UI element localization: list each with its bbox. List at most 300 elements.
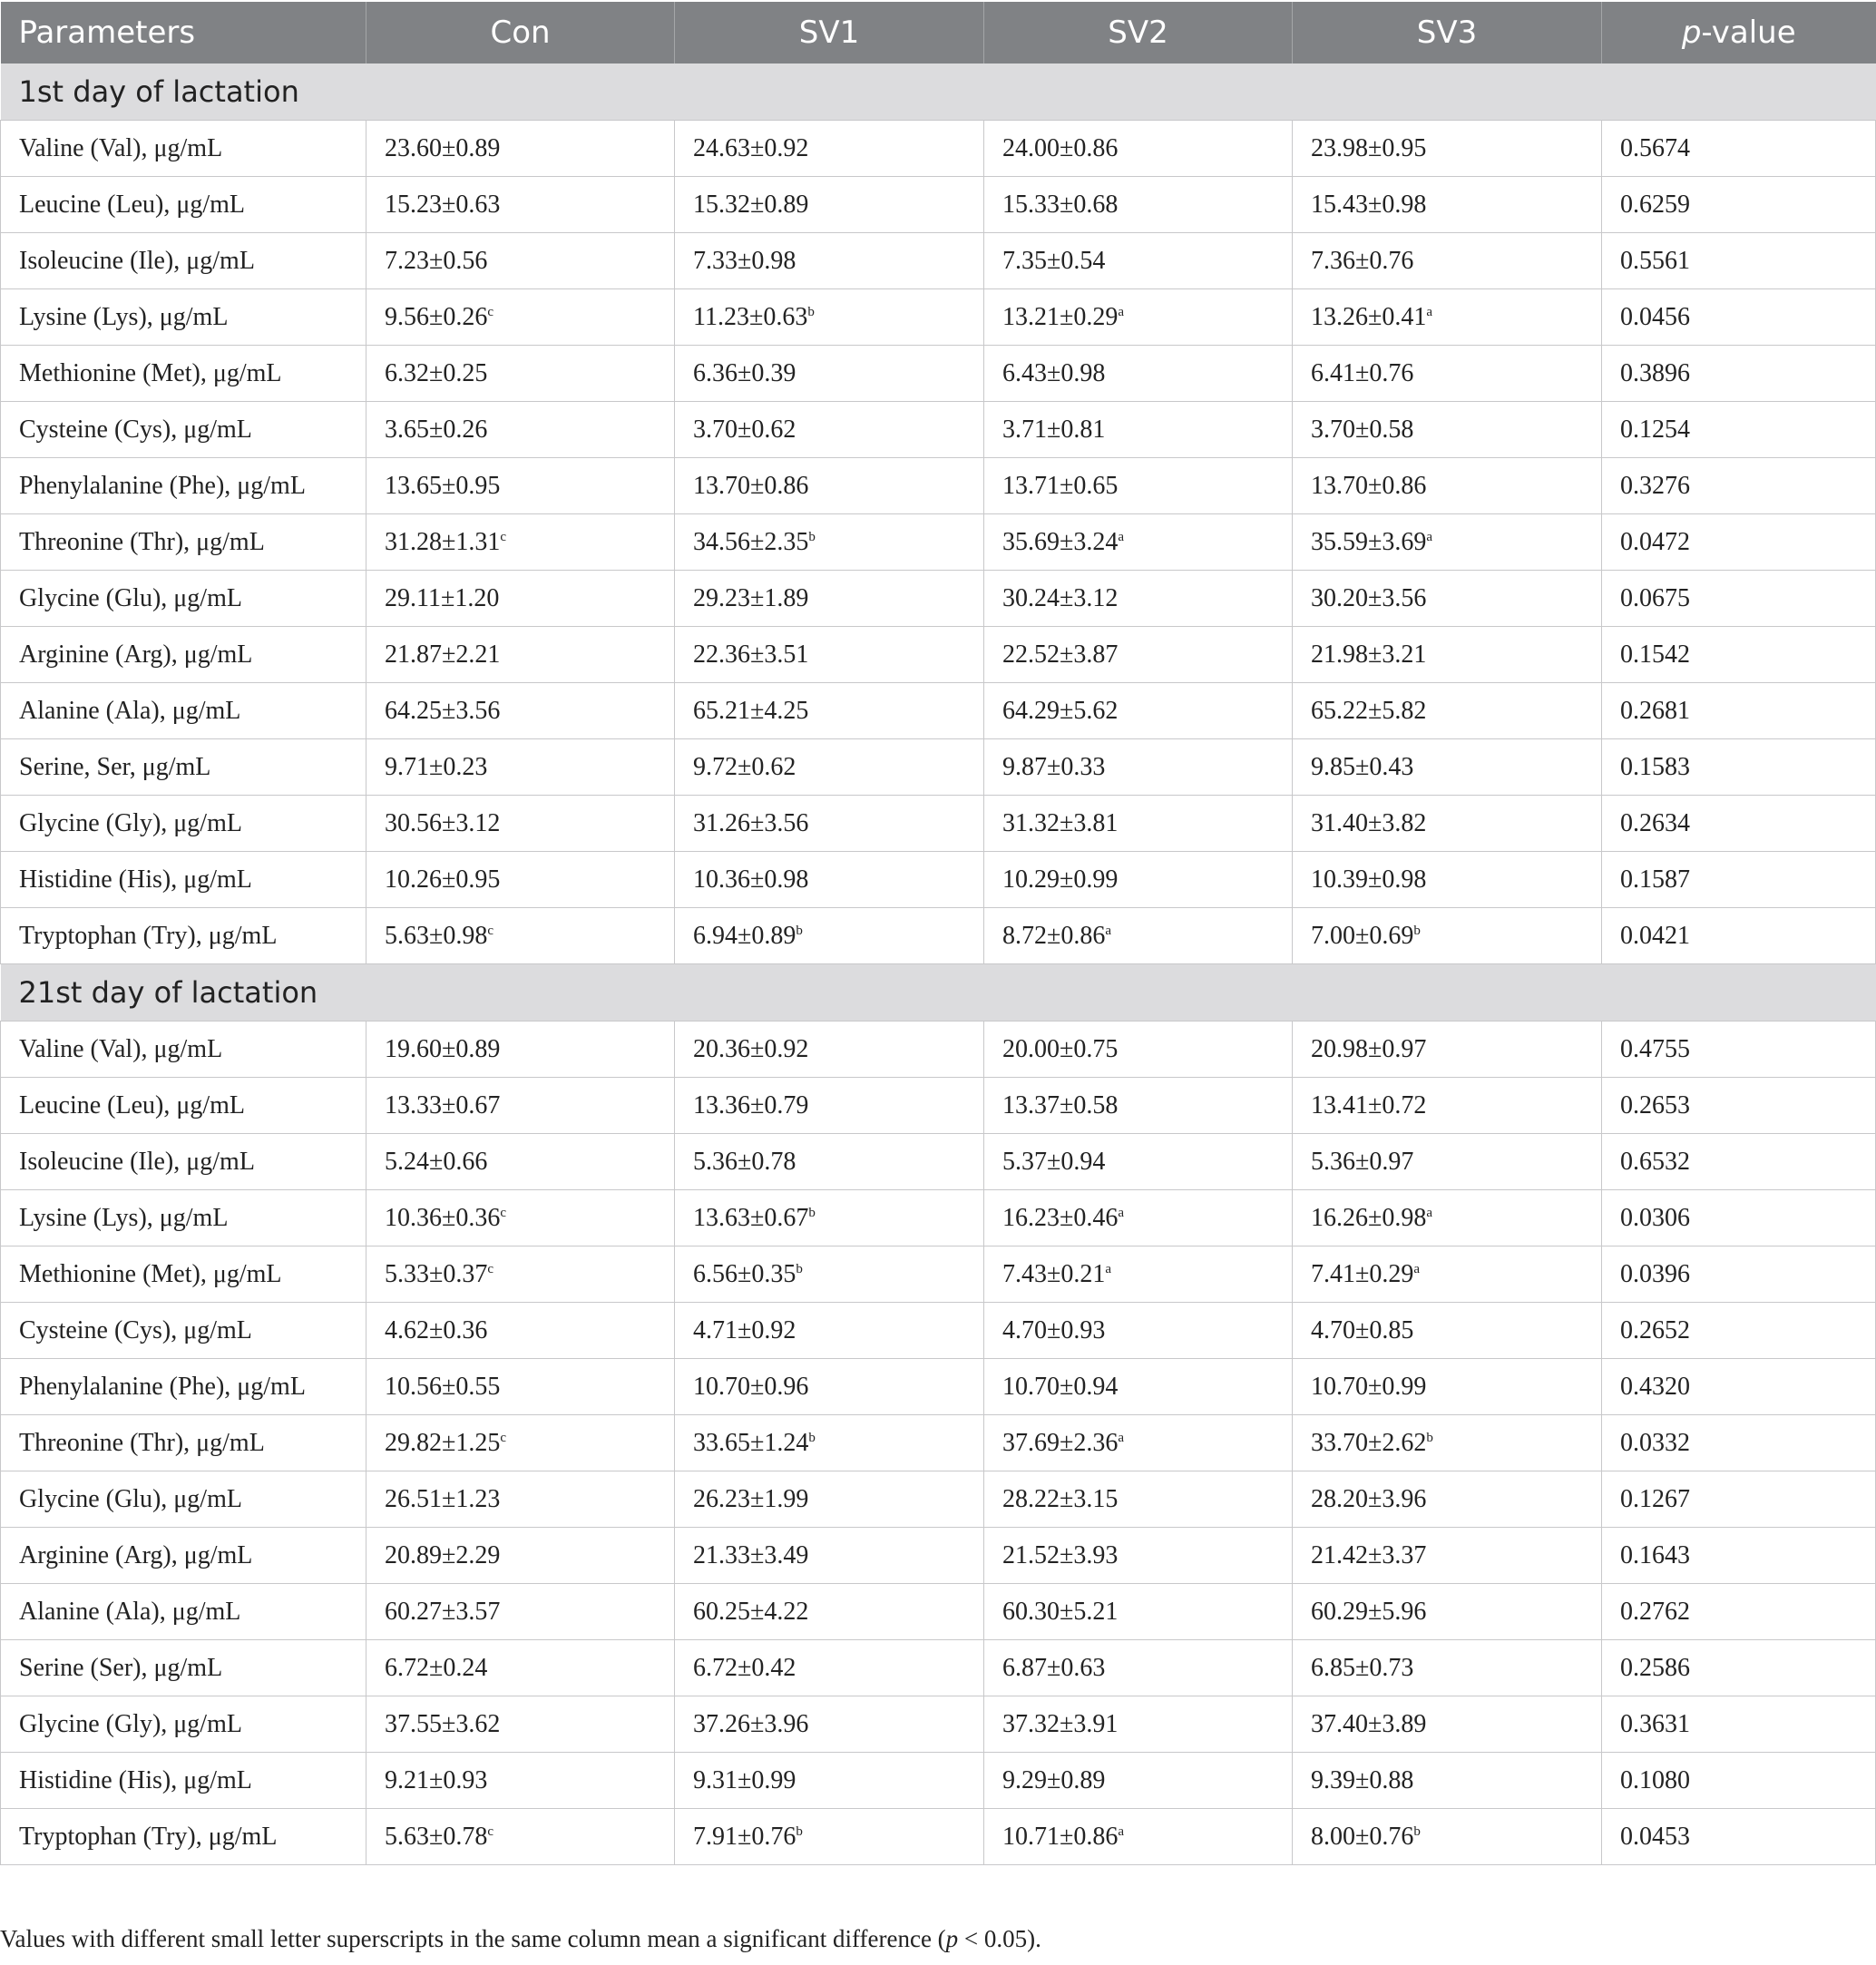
parameter-cell: Alanine (Ala), μg/mL [1, 683, 366, 739]
significance-superscript: c [500, 1430, 507, 1445]
significance-superscript: a [1118, 304, 1125, 319]
parameter-cell: Valine (Val), μg/mL [1, 121, 366, 177]
value-cell [675, 1640, 984, 1696]
p-value-cell: 0.3896 [1602, 346, 1876, 402]
p-value-cell: 0.2652 [1602, 1303, 1876, 1359]
table-row [1, 346, 1876, 402]
p-value-cell: 0.0456 [1602, 289, 1876, 346]
value-text: 16.26±0.98 [1311, 1203, 1427, 1232]
parameter-cell: Lysine (Lys), μg/mL [1, 1190, 366, 1246]
value-cell [984, 739, 1293, 796]
value-cell [984, 514, 1293, 571]
value-cell [675, 739, 984, 796]
value-cell [366, 796, 675, 852]
value-text: 21.42±3.37 [1311, 1540, 1427, 1569]
value-text: 6.72±0.42 [693, 1653, 796, 1682]
value-text: 9.71±0.23 [385, 752, 488, 781]
value-text: 21.87±2.21 [385, 640, 501, 669]
value-cell [1293, 177, 1602, 233]
value-cell [984, 1584, 1293, 1640]
value-text: 13.71±0.65 [1002, 471, 1119, 500]
table-row [1, 1415, 1876, 1471]
value-text: 28.20±3.96 [1311, 1484, 1427, 1513]
parameter-cell: Threonine (Thr), μg/mL [1, 1415, 366, 1471]
value-text: 9.21±0.93 [385, 1765, 488, 1794]
value-cell [675, 121, 984, 177]
value-text: 4.62±0.36 [385, 1315, 488, 1344]
value-cell [1293, 1528, 1602, 1584]
parameter-cell: Tryptophan (Try), μg/mL [1, 1809, 366, 1865]
significance-superscript: b [1413, 1823, 1421, 1839]
parameter-cell: Glycine (Gly), μg/mL [1, 796, 366, 852]
value-text: 31.28±1.31 [385, 527, 501, 556]
value-cell [675, 1753, 984, 1809]
significance-superscript: a [1105, 1261, 1112, 1276]
significance-superscript: c [500, 529, 507, 544]
value-cell [1293, 1471, 1602, 1528]
value-cell [984, 346, 1293, 402]
value-text: 10.26±0.95 [385, 865, 501, 894]
value-text: 10.71±0.86 [1002, 1822, 1119, 1851]
p-value-cell: 0.6259 [1602, 177, 1876, 233]
value-cell [984, 683, 1293, 739]
table-row [1, 1696, 1876, 1753]
parameter-cell: Valine (Val), μg/mL [1, 1022, 366, 1078]
p-value-cell: 0.2681 [1602, 683, 1876, 739]
value-text: 60.29±5.96 [1311, 1597, 1427, 1626]
value-cell [366, 1359, 675, 1415]
value-text: 60.25±4.22 [693, 1597, 809, 1626]
significance-superscript: b [796, 1823, 803, 1839]
significance-superscript: b [808, 1430, 816, 1445]
value-text: 35.59±3.69 [1311, 527, 1427, 556]
parameter-cell: Histidine (His), μg/mL [1, 852, 366, 908]
value-cell [1293, 1809, 1602, 1865]
value-cell [366, 683, 675, 739]
value-cell [984, 1696, 1293, 1753]
significance-superscript: a [1118, 1430, 1125, 1445]
value-cell [1293, 514, 1602, 571]
parameter-cell: Serine, Ser, μg/mL [1, 739, 366, 796]
value-text: 13.26±0.41 [1311, 302, 1427, 331]
value-text: 6.43±0.98 [1002, 358, 1106, 387]
value-text: 5.33±0.37 [385, 1259, 488, 1288]
significance-superscript: c [487, 923, 494, 938]
value-text: 29.11±1.20 [385, 583, 500, 612]
value-text: 37.26±3.96 [693, 1709, 809, 1738]
parameter-cell: Cysteine (Cys), μg/mL [1, 402, 366, 458]
value-text: 6.72±0.24 [385, 1653, 488, 1682]
value-text: 13.65±0.95 [385, 471, 501, 500]
value-cell [1293, 683, 1602, 739]
p-value-cell: 0.0472 [1602, 514, 1876, 571]
table-row [1, 1190, 1876, 1246]
significance-superscript: a [1105, 923, 1112, 938]
value-cell [1293, 1640, 1602, 1696]
value-text: 35.69±3.24 [1002, 527, 1119, 556]
value-cell [1293, 346, 1602, 402]
table-row [1, 1640, 1876, 1696]
header-sv1: SV1 [675, 2, 984, 64]
value-cell [984, 177, 1293, 233]
value-text: 10.39±0.98 [1311, 865, 1427, 894]
significance-superscript: b [808, 529, 816, 544]
significance-superscript: c [500, 1205, 507, 1220]
header-sv3: SV3 [1293, 2, 1602, 64]
value-cell [675, 1415, 984, 1471]
value-text: 3.70±0.62 [693, 415, 796, 444]
value-text: 60.27±3.57 [385, 1597, 501, 1626]
value-cell [1293, 1303, 1602, 1359]
value-cell [1293, 1246, 1602, 1303]
value-text: 9.56±0.26 [385, 302, 488, 331]
significance-superscript: b [796, 1261, 803, 1276]
parameter-cell: Tryptophan (Try), μg/mL [1, 908, 366, 964]
significance-superscript: a [1118, 1205, 1125, 1220]
section-row [1, 64, 1876, 121]
value-text: 5.37±0.94 [1002, 1147, 1106, 1176]
value-text: 10.70±0.99 [1311, 1372, 1427, 1401]
p-value-cell: 0.3276 [1602, 458, 1876, 514]
p-value-cell: 0.0306 [1602, 1190, 1876, 1246]
table-row [1, 177, 1876, 233]
value-text: 8.72±0.86 [1002, 921, 1106, 950]
parameter-cell: Methionine (Met), μg/mL [1, 346, 366, 402]
value-cell [984, 1303, 1293, 1359]
value-text: 20.89±2.29 [385, 1540, 501, 1569]
value-cell [984, 908, 1293, 964]
value-text: 4.71±0.92 [693, 1315, 796, 1344]
significance-superscript: c [487, 1823, 494, 1839]
table-row [1, 1359, 1876, 1415]
value-cell [1293, 1696, 1602, 1753]
value-cell [366, 1078, 675, 1134]
value-text: 22.36±3.51 [693, 640, 809, 669]
table-footnote [0, 1925, 1041, 1953]
value-cell [366, 233, 675, 289]
value-text: 6.32±0.25 [385, 358, 488, 387]
p-value-cell: 0.1267 [1602, 1471, 1876, 1528]
value-cell [675, 1809, 984, 1865]
value-cell [1293, 458, 1602, 514]
p-value-cell: 0.0332 [1602, 1415, 1876, 1471]
value-text: 20.98±0.97 [1311, 1034, 1427, 1063]
value-text: 13.37±0.58 [1002, 1090, 1119, 1119]
value-text: 37.69±2.36 [1002, 1428, 1119, 1457]
section-title: 21st day of lactation [1, 964, 1876, 1022]
table-row [1, 1528, 1876, 1584]
p-value-cell: 0.4320 [1602, 1359, 1876, 1415]
value-cell [366, 1753, 675, 1809]
footnote-p: p [945, 1925, 959, 1952]
value-text: 11.23±0.63 [693, 302, 808, 331]
value-text: 20.00±0.75 [1002, 1034, 1119, 1063]
value-cell [984, 852, 1293, 908]
value-text: 29.82±1.25 [385, 1428, 501, 1457]
value-cell [984, 1134, 1293, 1190]
p-value-cell: 0.2634 [1602, 796, 1876, 852]
significance-superscript: c [487, 1261, 494, 1276]
value-cell [675, 458, 984, 514]
value-cell [366, 908, 675, 964]
p-value-cell: 0.1587 [1602, 852, 1876, 908]
value-text: 6.87±0.63 [1002, 1653, 1106, 1682]
value-text: 4.70±0.93 [1002, 1315, 1106, 1344]
value-text: 10.56±0.55 [385, 1372, 501, 1401]
value-text: 21.52±3.93 [1002, 1540, 1119, 1569]
parameter-cell: Glycine (Glu), μg/mL [1, 571, 366, 627]
value-text: 21.98±3.21 [1311, 640, 1427, 669]
value-text: 6.41±0.76 [1311, 358, 1414, 387]
value-text: 3.65±0.26 [385, 415, 488, 444]
value-cell [984, 1528, 1293, 1584]
value-text: 13.21±0.29 [1002, 302, 1119, 331]
value-cell [984, 1471, 1293, 1528]
significance-superscript: a [1118, 529, 1125, 544]
value-cell [366, 1584, 675, 1640]
footnote-text-before: Values with different small letter superscripts in the same column mean a significant difference ( [0, 1925, 946, 1952]
value-cell [984, 1246, 1293, 1303]
value-text: 9.72±0.62 [693, 752, 796, 781]
value-cell [1293, 796, 1602, 852]
table-row [1, 1134, 1876, 1190]
value-text: 5.63±0.98 [385, 921, 488, 950]
value-cell [984, 1809, 1293, 1865]
value-text: 6.94±0.89 [693, 921, 796, 950]
table-row [1, 1753, 1876, 1809]
p-value-cell: 0.0421 [1602, 908, 1876, 964]
value-cell [1293, 1078, 1602, 1134]
value-cell [1293, 1584, 1602, 1640]
value-cell [984, 402, 1293, 458]
p-value-cell: 0.0453 [1602, 1809, 1876, 1865]
value-text: 31.26±3.56 [693, 808, 809, 837]
value-text: 24.63±0.92 [693, 133, 809, 162]
value-text: 3.70±0.58 [1311, 415, 1414, 444]
value-text: 15.23±0.63 [385, 190, 501, 219]
table-body [1, 64, 1876, 1865]
value-text: 29.23±1.89 [693, 583, 809, 612]
value-text: 7.91±0.76 [693, 1822, 796, 1851]
value-cell [675, 1584, 984, 1640]
value-text: 64.25±3.56 [385, 696, 501, 725]
value-text: 13.41±0.72 [1311, 1090, 1427, 1119]
value-text: 31.32±3.81 [1002, 808, 1119, 837]
table-row [1, 458, 1876, 514]
table-row [1, 1471, 1876, 1528]
value-cell [675, 177, 984, 233]
table-row [1, 1078, 1876, 1134]
value-cell [366, 1190, 675, 1246]
value-cell [984, 289, 1293, 346]
value-text: 37.55±3.62 [385, 1709, 501, 1738]
table-row [1, 1303, 1876, 1359]
value-text: 7.43±0.21 [1002, 1259, 1106, 1288]
value-text: 7.00±0.69 [1311, 921, 1414, 950]
p-value-cell: 0.6532 [1602, 1134, 1876, 1190]
value-text: 13.33±0.67 [385, 1090, 501, 1119]
value-text: 3.71±0.81 [1002, 415, 1106, 444]
value-cell [366, 852, 675, 908]
value-text: 20.36±0.92 [693, 1034, 809, 1063]
footnote-text-after: < 0.05). [958, 1925, 1041, 1952]
table-row [1, 514, 1876, 571]
value-text: 26.51±1.23 [385, 1484, 501, 1513]
p-value-cell: 0.2653 [1602, 1078, 1876, 1134]
value-cell [366, 1415, 675, 1471]
value-text: 16.23±0.46 [1002, 1203, 1119, 1232]
p-value-cell: 0.1643 [1602, 1528, 1876, 1584]
table-row [1, 908, 1876, 964]
table-row [1, 289, 1876, 346]
value-text: 23.98±0.95 [1311, 133, 1427, 162]
value-text: 22.52±3.87 [1002, 640, 1119, 669]
value-cell [675, 908, 984, 964]
p-value-cell: 0.4755 [1602, 1022, 1876, 1078]
table-row [1, 571, 1876, 627]
value-cell [1293, 1415, 1602, 1471]
value-cell [984, 1415, 1293, 1471]
value-cell [1293, 233, 1602, 289]
value-cell [1293, 289, 1602, 346]
significance-superscript: b [1426, 1430, 1433, 1445]
table-row [1, 739, 1876, 796]
value-cell [675, 1303, 984, 1359]
value-cell [984, 121, 1293, 177]
value-cell [366, 121, 675, 177]
value-cell [366, 627, 675, 683]
value-cell [1293, 908, 1602, 964]
value-text: 33.70±2.62 [1311, 1428, 1427, 1457]
p-value-cell: 0.0396 [1602, 1246, 1876, 1303]
parameter-cell: Serine (Ser), μg/mL [1, 1640, 366, 1696]
value-text: 8.00±0.76 [1311, 1822, 1414, 1851]
value-text: 9.85±0.43 [1311, 752, 1414, 781]
value-text: 33.65±1.24 [693, 1428, 809, 1457]
value-cell [366, 1471, 675, 1528]
value-cell [984, 796, 1293, 852]
value-cell [1293, 1359, 1602, 1415]
value-text: 5.36±0.78 [693, 1147, 796, 1176]
value-cell [984, 1640, 1293, 1696]
value-cell [366, 1303, 675, 1359]
value-cell [984, 1753, 1293, 1809]
table-row [1, 683, 1876, 739]
parameter-cell: Phenylalanine (Phe), μg/mL [1, 1359, 366, 1415]
value-text: 30.20±3.56 [1311, 583, 1427, 612]
value-text: 19.60±0.89 [385, 1034, 501, 1063]
value-text: 13.36±0.79 [693, 1090, 809, 1119]
p-value-cell: 0.3631 [1602, 1696, 1876, 1753]
section-row [1, 964, 1876, 1022]
p-value-cell: 0.1080 [1602, 1753, 1876, 1809]
value-cell [675, 571, 984, 627]
value-text: 5.36±0.97 [1311, 1147, 1414, 1176]
value-cell [366, 289, 675, 346]
header-p-value: p-value [1602, 2, 1876, 64]
header-sv2: SV2 [984, 2, 1293, 64]
value-cell [675, 514, 984, 571]
significance-superscript: b [807, 304, 815, 319]
table-row [1, 627, 1876, 683]
table-header [1, 2, 1876, 64]
table-row [1, 796, 1876, 852]
value-text: 23.60±0.89 [385, 133, 501, 162]
value-cell [675, 1134, 984, 1190]
value-text: 10.36±0.36 [385, 1203, 501, 1232]
value-text: 6.85±0.73 [1311, 1653, 1414, 1682]
value-text: 13.70±0.86 [1311, 471, 1427, 500]
value-cell [366, 177, 675, 233]
value-cell [675, 1190, 984, 1246]
value-text: 21.33±3.49 [693, 1540, 809, 1569]
p-value-cell: 0.5561 [1602, 233, 1876, 289]
parameter-cell: Isoleucine (Ile), μg/mL [1, 233, 366, 289]
value-text: 7.36±0.76 [1311, 246, 1414, 275]
p-value-cell: 0.5674 [1602, 121, 1876, 177]
value-cell [675, 233, 984, 289]
value-cell [984, 627, 1293, 683]
value-text: 24.00±0.86 [1002, 133, 1119, 162]
p-value-cell: 0.2586 [1602, 1640, 1876, 1696]
parameter-cell: Glycine (Gly), μg/mL [1, 1696, 366, 1753]
value-cell [675, 796, 984, 852]
value-text: 64.29±5.62 [1002, 696, 1119, 725]
value-cell [675, 1078, 984, 1134]
significance-superscript: a [1426, 529, 1433, 544]
value-cell [366, 514, 675, 571]
value-cell [675, 1528, 984, 1584]
value-cell [366, 1246, 675, 1303]
p-value-cell: 0.1542 [1602, 627, 1876, 683]
value-cell [675, 1246, 984, 1303]
parameter-cell: Leucine (Leu), μg/mL [1, 177, 366, 233]
value-cell [1293, 627, 1602, 683]
value-text: 30.56±3.12 [385, 808, 501, 837]
value-cell [1293, 1022, 1602, 1078]
value-cell [675, 1471, 984, 1528]
value-cell [1293, 739, 1602, 796]
value-text: 4.70±0.85 [1311, 1315, 1414, 1344]
parameter-cell: Alanine (Ala), μg/mL [1, 1584, 366, 1640]
value-text: 65.22±5.82 [1311, 696, 1427, 725]
value-cell [675, 289, 984, 346]
value-text: 7.23±0.56 [385, 246, 488, 275]
value-cell [1293, 571, 1602, 627]
value-text: 34.56±2.35 [693, 527, 809, 556]
value-cell [366, 346, 675, 402]
value-text: 26.23±1.99 [693, 1484, 809, 1513]
value-cell [366, 1809, 675, 1865]
value-cell [1293, 1190, 1602, 1246]
parameter-cell: Histidine (His), μg/mL [1, 1753, 366, 1809]
value-cell [366, 1696, 675, 1753]
significance-superscript: a [1118, 1823, 1125, 1839]
value-text: 65.21±4.25 [693, 696, 809, 725]
value-cell [984, 233, 1293, 289]
table-row [1, 121, 1876, 177]
p-value-cell: 0.1254 [1602, 402, 1876, 458]
value-text: 13.70±0.86 [693, 471, 809, 500]
value-text: 6.36±0.39 [693, 358, 796, 387]
parameter-cell: Cysteine (Cys), μg/mL [1, 1303, 366, 1359]
value-text: 30.24±3.12 [1002, 583, 1119, 612]
amino-acid-table [0, 2, 1876, 1865]
value-cell [366, 739, 675, 796]
table-row [1, 402, 1876, 458]
value-cell [366, 1528, 675, 1584]
table-row [1, 852, 1876, 908]
